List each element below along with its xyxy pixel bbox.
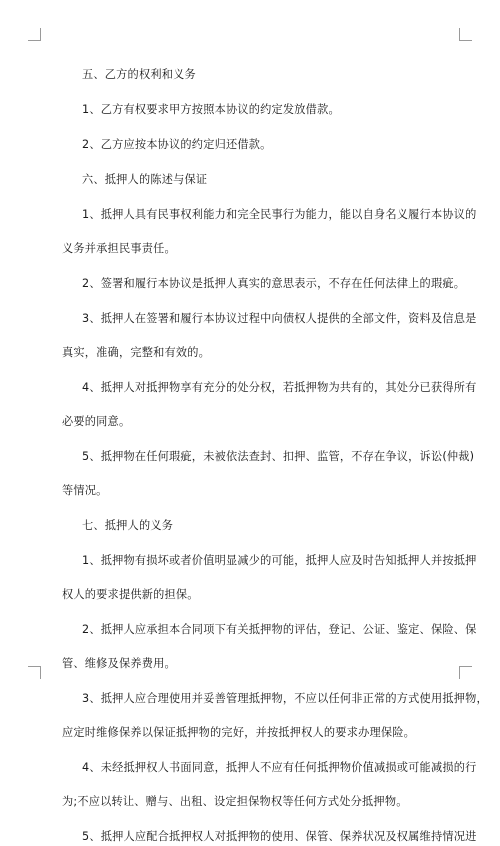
s6-paragraph-1-line-2: 义务并承担民事责任。 [62, 242, 176, 255]
document-body [62, 66, 488, 846]
s7-paragraph-3-line-1: 3、抵押人应合理使用并妥善管理抵押物，不应以任何非正常的方式使用抵押物， [82, 692, 488, 705]
section-5-heading: 五、乙方的权利和义务 [82, 68, 196, 81]
s7-paragraph-1-line-1: 1、抵押物有损坏或者价值明显减少的可能，抵押人应及时告知抵押人并按抵押 [82, 554, 477, 567]
corner-mark-bottom-left [28, 666, 41, 679]
s6-paragraph-4-line-1: 4、抵押人对抵押物享有充分的处分权，若抵押物为共有的，其处分已获得所有 [82, 381, 477, 394]
s6-paragraph-2: 2、签署和履行本协议是抵押人真实的意思表示，不存在任何法律上的瑕疵。 [82, 277, 466, 290]
s7-paragraph-1-line-2: 权人的要求提供新的担保。 [62, 588, 199, 601]
s7-paragraph-4-line-2: 为;不应以转让、赠与、出租、设定担保物权等任何方式处分抵押物。 [62, 795, 408, 808]
corner-mark-top-left [28, 28, 41, 41]
s6-paragraph-5-line-1: 5、抵押物在任何瑕疵，未被依法查封、扣押、监管，不存在争议，诉讼(仲裁) [82, 450, 475, 463]
s7-paragraph-5-line-1: 5、抵押人应配合抵押权人对抵押物的使用、保管、保养状况及权属维持情况进 [82, 830, 477, 843]
s7-paragraph-3-line-2: 应定时维修保养以保证抵押物的完好，并按抵押权人的要求办理保险。 [62, 726, 416, 739]
s6-paragraph-3-line-1: 3、抵押人在签署和履行本协议过程中向债权人提供的全部文件，资料及信息是 [82, 312, 477, 325]
corner-mark-top-right [459, 28, 472, 41]
s5-paragraph-1: 1、乙方有权要求甲方按照本协议的约定发放借款。 [82, 103, 340, 116]
s7-paragraph-2-line-1: 2、抵押人应承担本合同项下有关抵押物的评估，登记、公证、鉴定、保险、保 [82, 623, 477, 636]
s7-paragraph-2-line-2: 管、维修及保养费用。 [62, 657, 176, 670]
s6-paragraph-5-line-2: 等情况。 [62, 484, 108, 497]
s7-paragraph-4-line-1: 4、未经抵押权人书面同意，抵押人不应有任何抵押物价值减损或可能减损的行 [82, 761, 477, 774]
section-7-heading: 七、抵押人的义务 [82, 519, 174, 532]
corner-mark-bottom-right [459, 666, 472, 679]
s6-paragraph-1-line-1: 1、抵押人具有民事权利能力和完全民事行为能力，能以自身名义履行本协议的 [82, 208, 477, 221]
s6-paragraph-3-line-2: 真实，准确，完整和有效的。 [62, 346, 211, 359]
section-6-heading: 六、抵押人的陈述与保证 [82, 173, 208, 186]
s5-paragraph-2: 2、乙方应按本协议的约定归还借款。 [82, 138, 272, 151]
s6-paragraph-4-line-2: 必要的同意。 [62, 415, 131, 428]
